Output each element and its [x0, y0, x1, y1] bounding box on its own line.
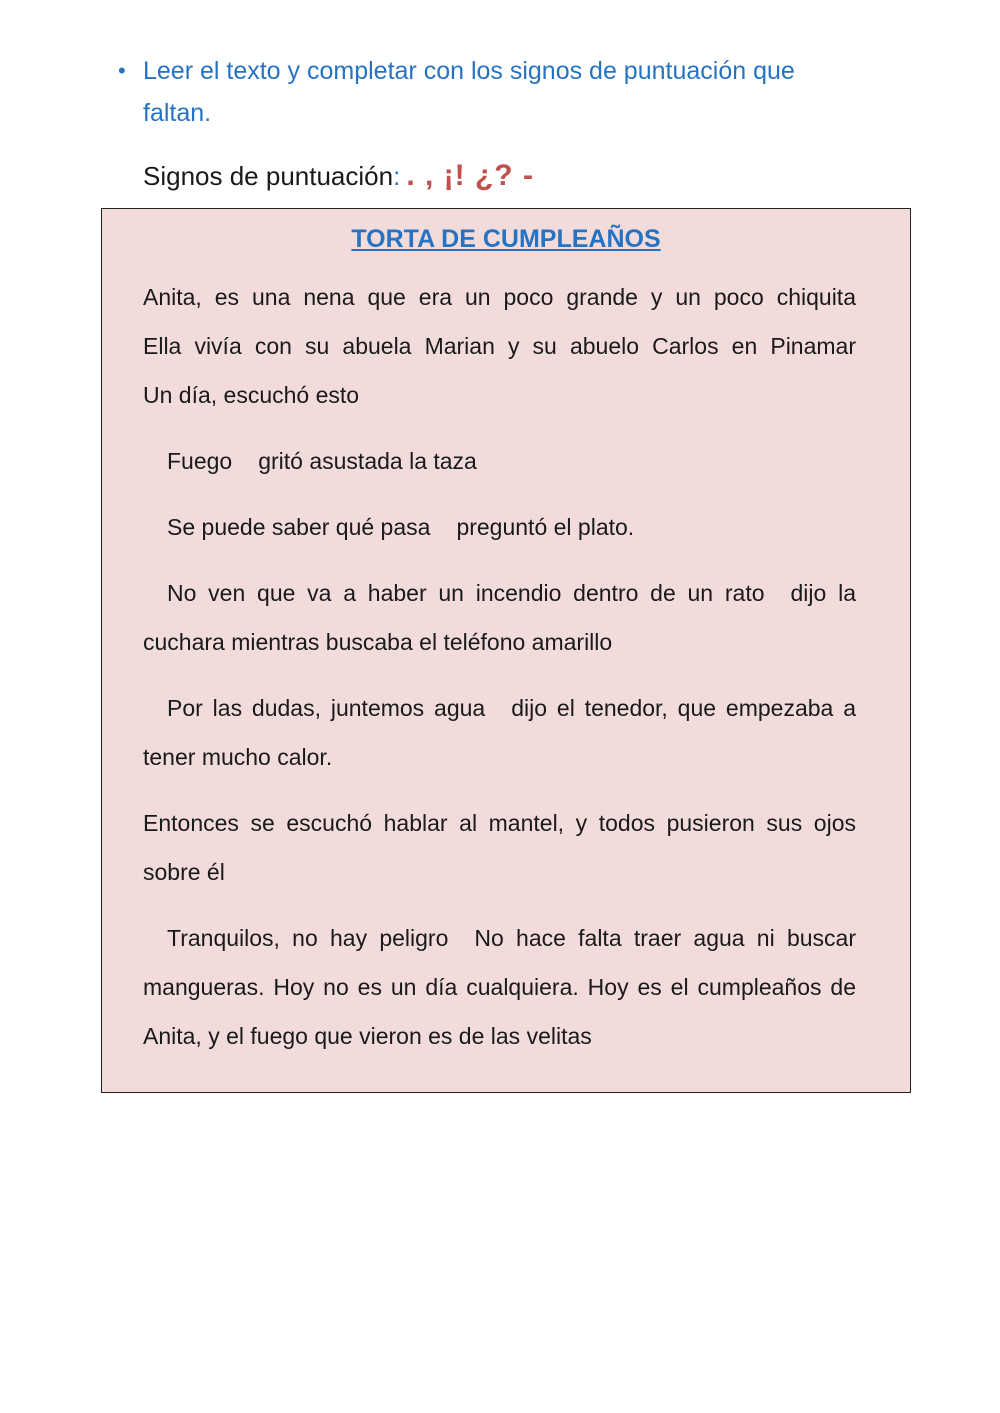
punctuation-signs-line — [143, 154, 534, 198]
p4-narration: dijo la cuchara mientras buscaba el teléfono amarillo — [143, 580, 856, 655]
p2-narration: gritó asustada la taza — [258, 448, 477, 474]
instruction-text: Leer el texto y completar con los signos de puntuación que faltan. — [143, 57, 795, 127]
paragraph-5 — [143, 684, 856, 782]
story-box — [101, 208, 911, 1093]
instruction — [118, 50, 818, 134]
signs-colon: : — [393, 161, 401, 191]
paragraph-3 — [143, 503, 856, 552]
p1-line-1: Anita, es una nena que era un poco grande y un poco chiquita — [143, 284, 856, 310]
story-text — [143, 273, 856, 1078]
p3-dialogue: Se puede saber qué pasa — [167, 514, 431, 540]
paragraph-7 — [143, 914, 856, 1061]
p7-dialogue: Tranquilos, no hay peligro — [167, 925, 449, 951]
paragraph-2 — [143, 437, 856, 486]
p2-dialogue: Fuego — [167, 448, 233, 474]
p1-line-2: Ella vivía con su abuela Marian y su abuelo Carlos en Pinamar — [143, 333, 856, 359]
story-title: TORTA DE CUMPLEAÑOS — [351, 225, 661, 253]
p3-narration: preguntó el plato. — [456, 514, 635, 540]
bullet-icon: • — [118, 58, 126, 83]
p4-dialogue: No ven que va a haber un incendio dentro de un rato — [167, 580, 765, 606]
p6-narration: Entonces se escuchó hablar al mantel, y todos pusieron sus ojos sobre él — [143, 810, 856, 885]
p1-line-3: Un día, escuchó esto — [143, 382, 360, 408]
signs-label: Signos de puntuación — [143, 161, 394, 191]
p5-dialogue: Por las dudas, juntemos agua — [167, 695, 486, 721]
p7-continuation: No hace falta traer agua ni buscar mangueras. Hoy no es un día cualquiera. Hoy es el cumpleaños de Anita, y el fuego que vieron es de las velitas — [143, 925, 856, 1049]
p5-narration: dijo el tenedor, que empezaba a tener mucho calor. — [143, 695, 856, 770]
punctuation-marks: . , ¡! ¿? - — [406, 159, 534, 192]
paragraph-4 — [143, 569, 856, 667]
paragraph-6 — [143, 799, 856, 897]
paragraph-1 — [143, 273, 856, 420]
